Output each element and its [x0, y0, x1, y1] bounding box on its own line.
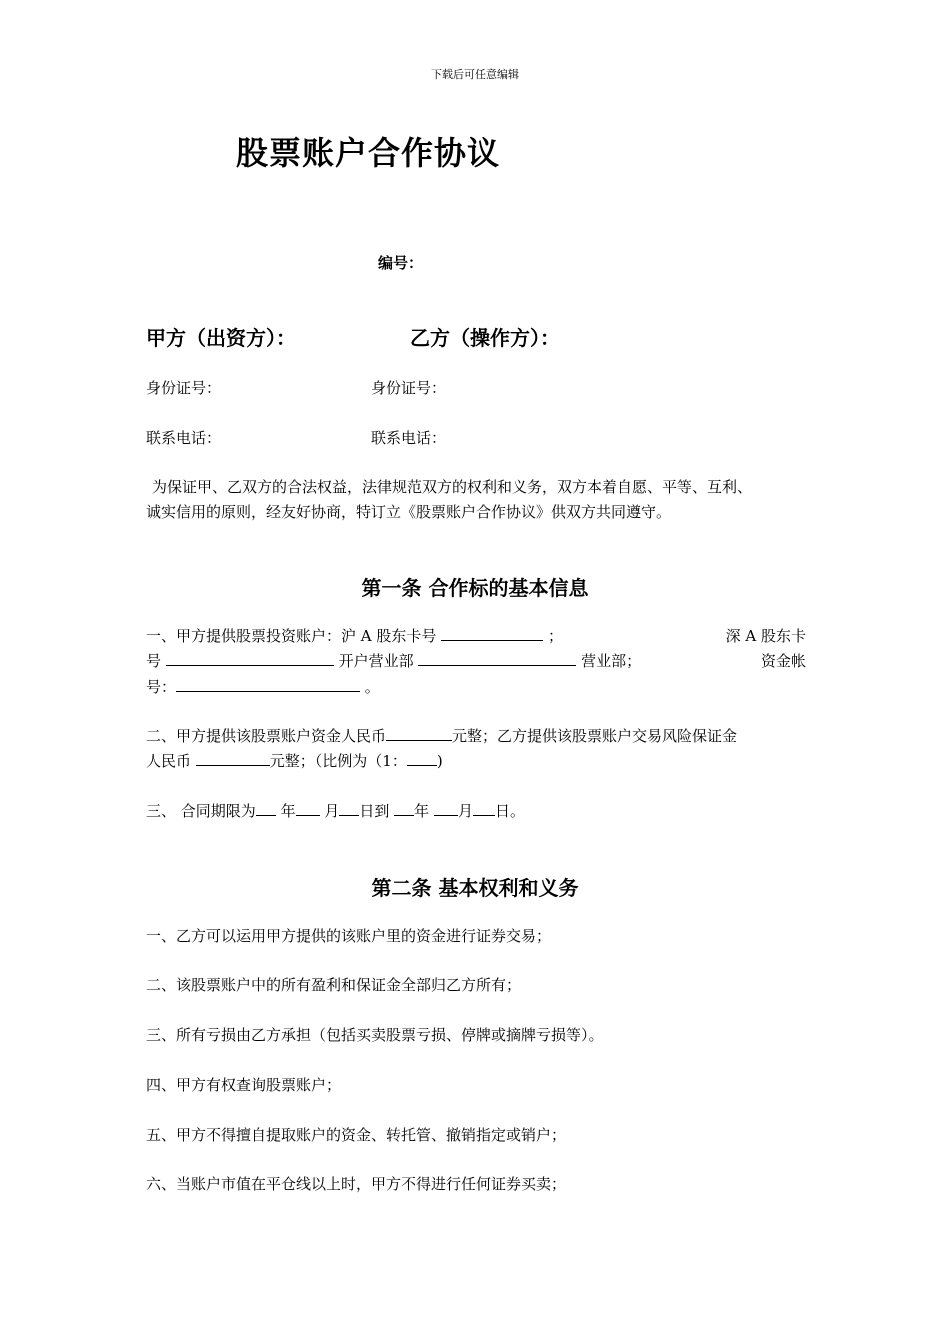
blank-sh-a-card: [441, 626, 543, 641]
blank-start-month: [296, 801, 320, 816]
article-2-item-4: 四、甲方有权查询股票账户；: [146, 1076, 342, 1094]
article-1-item-2-line-1: 二、甲方提供该股票账户资金人民币 元整；乙方提供该股票账户交易风险保证金: [146, 727, 738, 745]
article-2-item-6: 六、当账户市值在平仓线以上时，甲方不得进行任何证券买卖；: [146, 1175, 567, 1193]
blank-fund-account: [176, 677, 360, 692]
page-header: 下载后可任意编辑: [431, 68, 519, 81]
article-1-item-3: 三、 合同期限为 年 月 日到 年 月 日。: [146, 802, 525, 820]
article-2-item-2: 二、该股票账户中的所有盈利和保证金全部归乙方所有；: [146, 976, 522, 994]
article-1-item-1-line-2: 号 开户营业部 营业部； 资金帐: [146, 652, 806, 670]
blank-start-year: [256, 801, 276, 816]
article-2-item-1: 一、乙方可以运用甲方提供的该账户里的资金进行证券交易；: [146, 927, 552, 945]
party-a-label: 甲方（出资方）：: [146, 326, 296, 350]
blank-ratio: [407, 751, 437, 766]
blank-branch: [418, 651, 576, 666]
blank-end-day: [473, 801, 495, 816]
intro-line-1: 为保证甲、乙双方的合法权益，法律规范双方的权利和义务，双方本着自愿、平等、互利、: [152, 478, 753, 496]
article-1-item-2-line-2: 人民币 元整；（比例为（1： ): [146, 752, 443, 770]
party-b-id-label: 身份证号：: [371, 379, 447, 397]
intro-line-2: 诚实信用的原则，经友好协商，特订立《股票账户合作协议》供双方共同遵守。: [146, 503, 672, 521]
article-2-item-5: 五、甲方不得擅自提取账户的资金、转托管、撤销指定或销户；: [146, 1126, 567, 1144]
blank-start-day: [339, 801, 359, 816]
article-2-item-3: 三、所有亏损由乙方承担（包括买卖股票亏损、停牌或摘牌亏损等）。: [146, 1026, 604, 1044]
party-b-label: 乙方（操作方）：: [410, 326, 560, 350]
party-b-phone-label: 联系电话：: [371, 429, 447, 447]
blank-fund-amount: [386, 726, 452, 741]
document-title: 股票账户合作协议: [236, 134, 501, 172]
blank-sz-a-card: [166, 651, 334, 666]
article-1-item-1-line-1: 一、甲方提供股票投资账户：沪 A 股东卡号 ； 深 A 股东卡: [146, 627, 806, 645]
blank-margin-amount: [196, 751, 270, 766]
party-a-id-label: 身份证号：: [146, 379, 222, 397]
number-label: 编号：: [378, 254, 424, 272]
article-1-item-1-line-3: 号： 。: [146, 678, 380, 696]
party-a-phone-label: 联系电话：: [146, 429, 222, 447]
blank-end-month: [434, 801, 458, 816]
article-1-title: 第一条 合作标的基本信息: [361, 576, 589, 600]
blank-end-year: [394, 801, 414, 816]
article-2-title: 第二条 基本权利和义务: [371, 876, 579, 900]
